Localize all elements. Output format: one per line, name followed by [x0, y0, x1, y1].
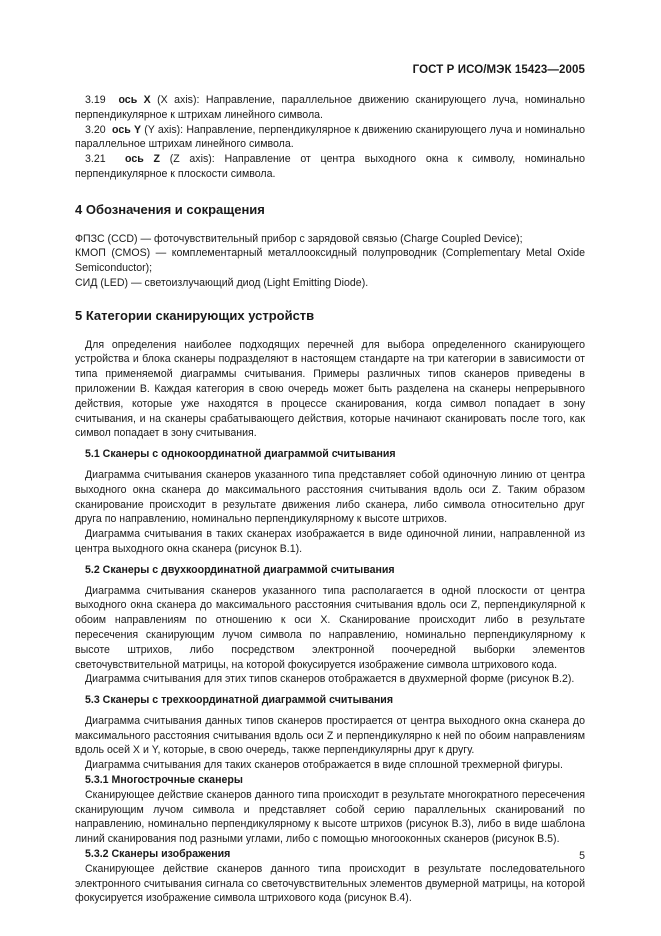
section-5-1-title: 5.1 Сканеры с однокоординатной диаграммой считывания: [85, 448, 396, 461]
section-5-title: 5 Категории сканирующих устройств: [75, 307, 315, 323]
abbreviation-led: СИД (LED) — светоизлучающий диод (Light Emitting Diode).: [75, 276, 369, 289]
section-5-paragraph: Для определения наиболее подходящих перечней для выбора определенного сканирующего устройства и блока сканеры подразделяют в настоящем стандарте на три категории в зависимости от типа применяемой диаграммы считывания. Примеры различных типов сканеров приведены в приложении В. Каждая категория в свою очередь может быть разделена на сканеры непрерывного действия, которые уже находятся в процессе сканирования, когда символ попадает в зону считывания, и на сканеры срабатывающего действия, которые начинают сканировать после того, как символ попадает в зону считывания.: [75, 338, 585, 440]
section-5-3-1-title: 5.3.1 Многострочные сканеры: [85, 774, 243, 787]
section-5-2-title: 5.2 Сканеры с двухкоординатной диаграммой считывания: [85, 563, 395, 576]
section-5-2-paragraph-2: Диаграмма считывания для этих типов сканеров отображается в двухмерной форме (рисунок В.2).: [85, 673, 575, 686]
definition-3-20: 3.20 ось Y (Y axis): Направление, перпендикулярное к движению сканирующего луча и номинально параллельное штрихам линейного символа.: [75, 123, 585, 151]
section-5-1-paragraph-2: Диаграмма считывания в таких сканерах изображается в виде одиночной линии, направленной из центра выходного окна сканера (рисунок В.1).: [75, 528, 585, 555]
page-number: 5: [579, 850, 585, 862]
section-5-3-2-title: 5.3.2 Сканеры изображения: [85, 848, 231, 861]
section-5-3-2-paragraph: Сканирующее действие сканеров данного типа происходит в результате последовательного электронного считывания сигнала со светочувствительных элементов двумерной матрицы, на которой фокусируется изображение символа штрихового кода (рисунок В.4).: [75, 862, 585, 905]
section-5-1-paragraph-1: Диаграмма считывания сканеров указанного типа представляет собой одиночную линию от центра выходного окна сканера до максимального расстояния считывания вдоль оси Z. Таким образом сканирование происходит в результате движения либо сканера, либо символа относительно друг друга по направлению, номинально перпендикулярному к высоте штрихов.: [75, 468, 585, 526]
section-5-3-paragraph-2: Диаграмма считывания для таких сканеров отображается в виде сплошной трехмерной фигуры.: [85, 759, 563, 772]
section-5-3-title: 5.3 Сканеры с трехкоординатной диаграммой считывания: [85, 694, 393, 707]
abbreviation-ccd: ФПЗС (CCD) — фоточувствительный прибор с зарядовой связью (Charge Coupled Device);: [75, 232, 523, 245]
section-5-3-paragraph-1: Диаграмма считывания данных типов сканеров простирается от центра выходного окна сканера до максимального расстояния считывания вдоль оси Z и перпендикулярно к ней по обоим направлениям вдоль осей X и Y, которые, в свою очередь, также перпендикулярны друг к другу.: [75, 714, 585, 757]
definition-3-21: 3.21 ось Z (Z axis): Направление от центра выходного окна к символу, номинально перпендикулярное к плоскости символа.: [75, 153, 585, 180]
document-header: ГОСТ Р ИСО/МЭК 15423—2005: [412, 64, 585, 76]
section-5-2-paragraph-1: Диаграмма считывания сканеров указанного типа располагается в одной плоскости от центра выходного окна сканера до максимального расстояния считывания вдоль оси Z, перпендикулярной к обоим направлениям по отношению к оси X. Сканирование происходит либо в результате пересечения сканирующим лучом символа по направлению, номинально перпендикулярному к высоте штрихов, либо посредством электронной поочередной выборки элементов светочувствительной матрицы, на которой фокусируется изображение символа штрихового кода.: [75, 584, 585, 671]
section-5-3-1-paragraph: Сканирующее действие сканеров данного типа происходит в результате многократного пересечения сканирующим лучом символа и представляет собой серию параллельных сканирований по направлению, номинально перпендикулярному к высоте штрихов (рисунок В.3), либо в виде шаблона линий сканирования под разными углами, либо с помощью многооконных сканеров (рисунок В.5).: [75, 788, 585, 846]
abbreviation-cmos: КМОП (CMOS) — комплементарный металлооксидный полупроводник (Complementary Metal Oxide Semiconductor);: [75, 247, 585, 275]
section-4-title: 4 Обозначения и сокращения: [75, 201, 265, 217]
definition-3-19: 3.19 ось X (X axis): Направление, параллельное движению сканирующего луча, номинально перпендикулярное к штрихам линейного символа.: [75, 94, 585, 121]
page-content: [75, 93, 585, 906]
